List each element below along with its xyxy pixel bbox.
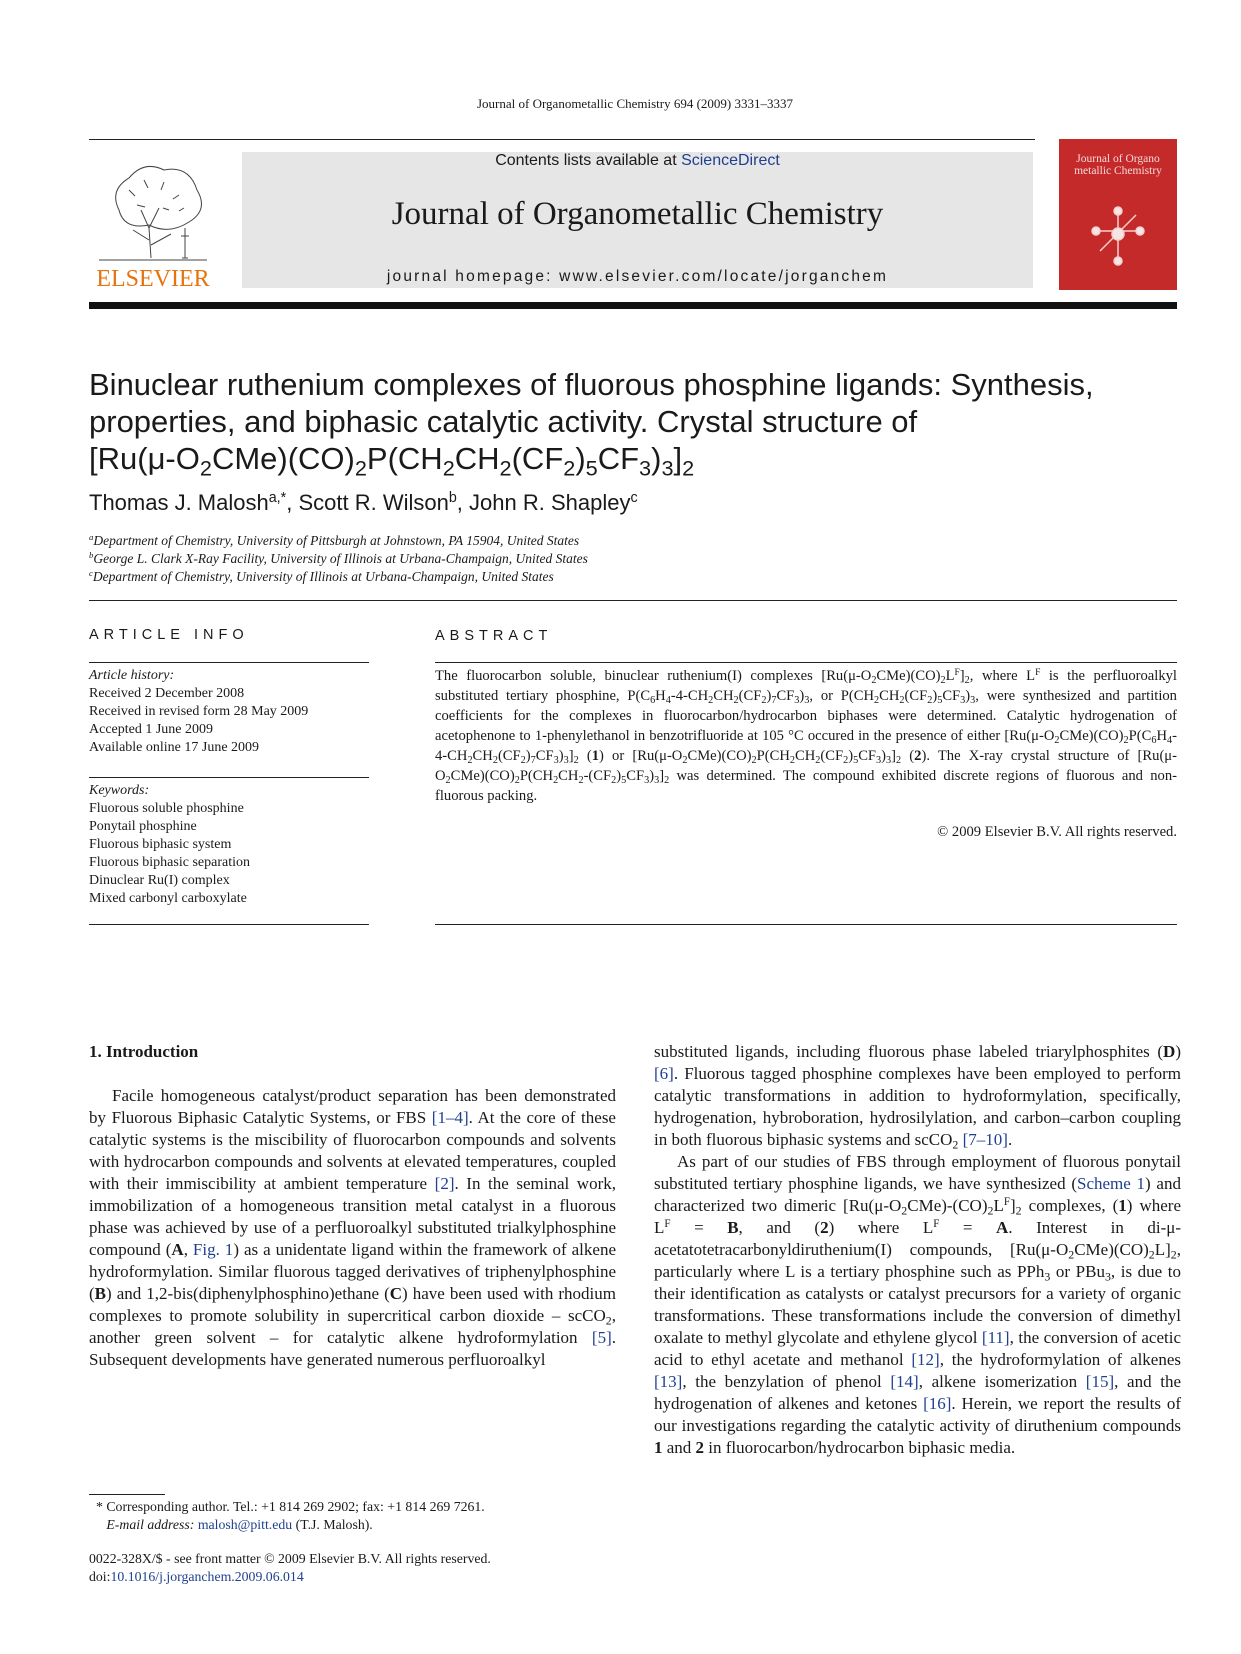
reference-link[interactable]: [7–10] <box>962 1130 1008 1149</box>
info-rule <box>89 662 369 663</box>
keyword: Ponytail phosphine <box>89 819 197 834</box>
history-item: Accepted 1 June 2009 <box>89 722 214 737</box>
info-rule <box>89 924 369 925</box>
abstract-body: The fluorocarbon soluble, binuclear ruthenium(I) complexes $[Ru(\mu-O_2CMe)(CO)_2L^F]_2$, where $L^F$ is the perfluoroalkyl substituted tertiary phosphine, $P(C_6H_4-4-CH_2CH_2(CF_2)_7CF_3)_3$, or $P(CH_2CH_2(CF_2)_5CF_3)_3$, were synthesized and partition coefficients for the complexes in fluorocarbon/hydrocarbon biphases were determined. Catalytic hydrogenation of acetophenone to 1-phenylethanol in benzotrifluoride at 105 °C occured in the presence of either $[Ru(\mu-O_2CMe)(CO)_2P(C_6H_4-4-CH_2CH_2(CF_2)_7CF_3)_3]_2$ (1) or $[Ru(\mu-O_2CMe)(CO)_2P(CH_2CH_2(CF_2)_5CF_3)_3]_2$ (2). The X-ray crystal structure of $[Ru(\mu-O_2CMe)(CO)_2P(CH_2CH_2-(CF_2)_5CF_3)_3]_2$ was determined. The compound exhibited discrete regions of fluorous and non-fluorous packing. <box>435 667 1177 804</box>
journal-name: Journal of Organometallic Chemistry <box>391 196 884 232</box>
affiliation <box>89 533 579 549</box>
reference-link[interactable]: [16] <box>923 1394 952 1413</box>
article-info-heading: ARTICLE INFO <box>89 627 249 643</box>
header-rule <box>89 139 1035 140</box>
doi-line <box>89 1568 491 1586</box>
affiliation <box>89 569 554 585</box>
reference-link[interactable]: [2] <box>434 1174 455 1193</box>
reference-link[interactable]: [12] <box>911 1350 940 1369</box>
body-paragraph: Facile homogeneous catalyst/product separation has been demonstrated by Fluorous Biphasic Catalytic Systems, or FBS [1–4]. At the core of these catalytic systems is the miscibility of fluorocarbon compounds and solvents with hydrocarbon compounds and solvents at elevated temperatures, coupled with their immiscibility at ambient temperature [2]. In the seminal work, immobilization of a homogeneous transition metal catalyst in a fluorous phase was achieved by use of a perfluoroalkyl substituted trialkylphosphine compound (A, Fig. 1) as a unidentate ligand within the framework of alkene hydroformylation. Similar fluorous tagged derivatives of triphenylphosphine (B) and 1,2-bis(diphenylphosphino)ethane (C) have been used with rhodium complexes to promote solubility in supercritical carbon dioxide – scCO$_2$, another green solvent – for catalytic alkene hydroformylation [5]. Subsequent developments have generated numerous perfluoroalkyl <box>89 1086 616 1369</box>
history-item: Received in revised form 28 May 2009 <box>89 704 309 719</box>
author-marker[interactable]: a,* <box>268 490 287 507</box>
front-matter-line: 0022-328X/$ - see front matter © 2009 Elsevier B.V. All rights reserved. <box>89 1551 491 1566</box>
sciencedirect-link[interactable]: ScienceDirect <box>681 152 780 169</box>
body-paragraph: substituted ligands, including fluorous phase labeled triarylphosphites (D) [6]. Fluorous tagged phosphine complexes have been employed to perform catalytic transformations in addition to hydroformylation, specifically, hydrogenation, hybroboration, hydrosilylation, and carbon–carbon coupling in both fluorous biphasic systems and scCO$_2$ [7–10]. <box>654 1042 1181 1152</box>
title-line-1: Binuclear ruthenium complexes of fluorous phosphine ligands: Synthesis, <box>89 367 1094 402</box>
affiliation-text: Department of Chemistry, University of Pittsburgh at Johnstown, PA 15904, United States <box>93 533 580 548</box>
author-name: Thomas J. Malosh <box>89 490 269 515</box>
reference-link[interactable]: [5] <box>591 1328 612 1347</box>
keyword: Dinuclear Ru(I) complex <box>89 873 230 888</box>
section-heading-introduction: 1. Introduction <box>89 1042 199 1061</box>
reference-link[interactable]: [15] <box>1085 1372 1115 1391</box>
elsevier-tree-logo <box>89 150 217 292</box>
keyword: Fluorous soluble phosphine <box>89 801 244 816</box>
body-paragraph: As part of our studies of FBS through employment of fluorous ponytail substituted tertiary phosphine ligands, we have synthesized (Scheme 1) and characterized two dimeric $[Ru(\mu-O_2CMe)-(CO)_2L^F]_2$ complexes, (1) where $L^F = B$, and (2) where $L^F = A$. Interest in di-μ-acetatotetracarbonyldiruthenium(I) compounds, $[Ru(\mu-O_2CMe)(CO)_2L]_2$, particularly where L is a tertiary phosphine such as PPh$_3$ or PBu$_3$, is due to their identification as catalysts or catalyst precursors for a variety of organic transformations. These transformations include the conversion of dimethyl oxalate to methyl glycolate and ethylene glycol [11], the conversion of acetic acid to ethyl acetate and methanol [12], the hydroformylation of alkenes [13], the benzylation of phenol [14], alkene isomerization [15], and the hydrogenation of alkenes and ketones [16]. Herein, we report the results of our investigations regarding the catalytic activity of diruthenium compounds 1 and 2 in fluorocarbon/hydrocarbon biphasic media. <box>654 1152 1182 1457</box>
affiliation-text: Department of Chemistry, University of Illinois at Urbana-Champaign, United States <box>92 569 554 584</box>
corresponding-author-note: * Corresponding author. Tel.: +1 814 269 2902; fax: +1 814 269 7261. <box>96 1499 485 1514</box>
article-title <box>89 366 1189 481</box>
reference-link[interactable]: [11] <box>981 1328 1010 1347</box>
author-marker[interactable]: c <box>630 490 638 507</box>
affiliation-key: c <box>89 568 93 579</box>
body-column-left <box>89 1085 616 1371</box>
author-name: John R. Shapley <box>469 490 631 515</box>
abstract-copyright: © 2009 Elsevier B.V. All rights reserved. <box>937 824 1177 840</box>
scheme-link[interactable]: Scheme 1 <box>1077 1174 1146 1193</box>
history-item: Received 2 December 2008 <box>89 686 245 701</box>
email-suffix: (T.J. Malosh). <box>295 1517 373 1532</box>
elsevier-wordmark: ELSEVIER <box>96 266 210 292</box>
keyword: Mixed carbonyl carboxylate <box>89 891 247 906</box>
affiliation-text: George L. Clark X-Ray Facility, University of Illinois at Urbana-Champaign, United States <box>93 551 588 566</box>
contents-prefix: Contents lists available at <box>495 152 682 169</box>
abstract-heading: ABSTRACT <box>435 628 553 644</box>
abstract-rule <box>435 662 1177 663</box>
history-item: Available online 17 June 2009 <box>89 740 260 755</box>
cover-molecule-icon <box>1088 201 1148 271</box>
reference-link[interactable]: [6] <box>654 1064 674 1083</box>
info-rule <box>89 777 369 778</box>
footnote <box>96 1498 485 1534</box>
affiliation-key: b <box>89 550 94 561</box>
history-label: Article history: <box>89 668 175 683</box>
title-line-3-formula: $[Ru(\mu-O_2CMe)(CO)_2P(CH_2CH_2(CF_2)_5CF_3)_3]_2$ <box>89 441 695 481</box>
title-line-2: properties, and biphasic catalytic activity. Crystal structure of <box>89 404 918 439</box>
journal-homepage[interactable]: journal homepage: www.elsevier.com/locate/jorganchem <box>386 268 889 285</box>
keywords-label: Keywords: <box>89 783 150 798</box>
corresponding-text: Corresponding author. Tel.: +1 814 269 2902; fax: +1 814 269 7261. <box>106 1499 485 1514</box>
reference-link[interactable]: [13] <box>654 1372 683 1391</box>
keyword: Fluorous biphasic system <box>89 837 232 852</box>
email-line <box>96 1516 485 1534</box>
legal-footer <box>89 1550 491 1586</box>
email-link[interactable]: malosh@pitt.edu <box>197 1517 293 1532</box>
doi-link[interactable]: 10.1016/j.jorganchem.2009.06.014 <box>110 1569 304 1584</box>
email-label: E-mail address: <box>106 1517 195 1532</box>
doi-prefix: doi: <box>89 1569 111 1584</box>
body-column-right <box>654 1041 1181 1459</box>
author-marker[interactable]: b <box>448 490 457 507</box>
figure-link[interactable]: Fig. 1 <box>192 1240 234 1259</box>
keywords <box>89 782 379 908</box>
journal-cover-thumbnail <box>1059 139 1177 290</box>
affiliation-key: a <box>89 532 94 543</box>
footnote-rule <box>89 1494 165 1495</box>
cover-title: Journal of Organo metallic Chemistry <box>1074 153 1162 177</box>
author-list: Thomas J. Malosh$^{a,*}$, Scott R. Wilson$^b$, John R. Shapley$^c$ <box>89 490 638 515</box>
affiliation <box>89 551 588 567</box>
header-thick-rule <box>89 302 1177 309</box>
abstract-rule <box>435 924 1177 925</box>
contents-line <box>242 152 1033 170</box>
reference-link[interactable]: [14] <box>890 1372 919 1391</box>
section-rule <box>89 600 1177 601</box>
reference-link[interactable]: [1–4] <box>431 1108 469 1127</box>
author-name: Scott R. Wilson <box>298 490 449 515</box>
article-history <box>89 667 379 757</box>
journal-citation: Journal of Organometallic Chemistry 694 (2009) 3331–3337 <box>476 96 794 111</box>
keyword: Fluorous biphasic separation <box>89 855 250 870</box>
